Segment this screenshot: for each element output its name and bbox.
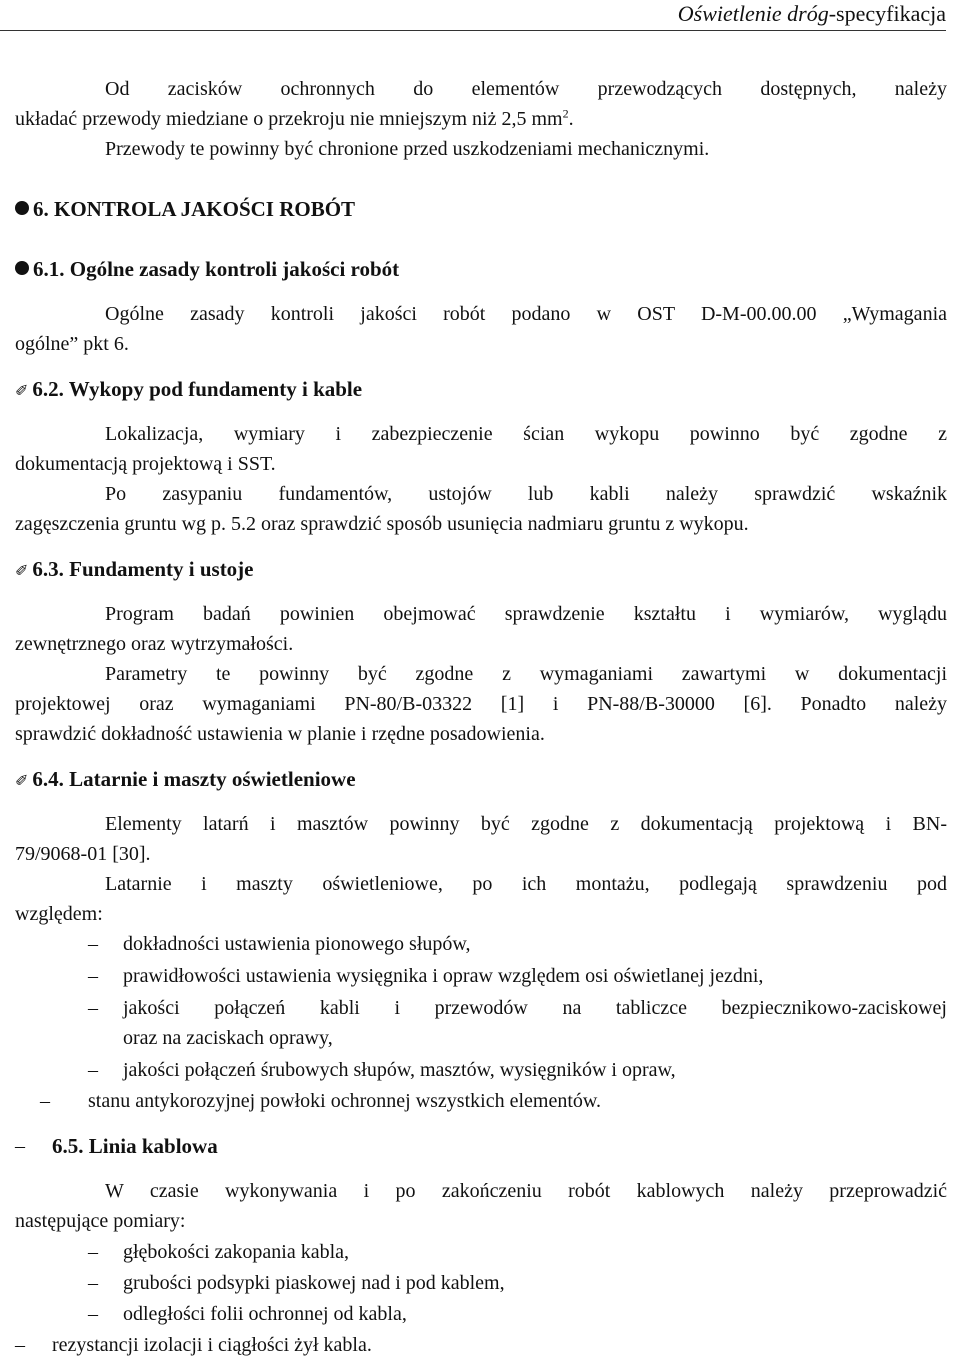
section-6-title: 6. KONTROLA JAKOŚCI ROBÓT — [33, 197, 356, 221]
pencil-icon: ✐ — [15, 771, 29, 790]
s61-line-2: ogólne” pkt 6. — [15, 333, 129, 355]
list-item: głębokości zakopania kabla, — [123, 1241, 350, 1263]
section-6-2-heading — [15, 376, 362, 404]
section-6-4-heading — [15, 766, 356, 794]
s64-line-4: względem: — [15, 903, 103, 925]
section-6-heading — [15, 196, 355, 222]
list-dash: – — [88, 1241, 98, 1263]
list-item: dokładności ustawienia pionowego słupów, — [123, 933, 471, 955]
intro-line-2-text: układać przewody miedziane o przekroju nie mniejszym niż 2,5 mm — [15, 108, 563, 130]
section-6-1-heading — [15, 256, 399, 282]
s65-line-1: W czasie wykonywania i po zakończeniu robót kablowych należy przeprowadzić — [105, 1180, 947, 1202]
header-title-italic: Oświetlenie dróg — [677, 1, 829, 26]
pencil-icon: ✐ — [15, 381, 29, 400]
page-header — [0, 0, 946, 31]
section-6-5-heading: 6.5. Linia kablowa — [52, 1134, 218, 1158]
list-item: odległości folii ochronnej od kabla, — [123, 1303, 407, 1325]
list-dash: – — [40, 1090, 50, 1112]
s63-line-3: Parametry te powinny być zgodne z wymaganiami zawartymi w dokumentacji — [105, 663, 947, 685]
section-6-2-title: 6.2. Wykopy pod fundamenty i kable — [32, 377, 363, 401]
list-dash: – — [88, 965, 98, 987]
list-dash: – — [88, 1272, 98, 1294]
intro-line-2-end: . — [568, 108, 574, 130]
s64-line-1: Elementy latarń i masztów powinny być zgodne z dokumentacją projektową i BN- — [105, 813, 947, 835]
intro-line-2 — [15, 106, 574, 132]
s63-line-5: sprawdzić dokładność ustawienia w planie i rzędne posadowienia. — [15, 723, 545, 745]
section-6-3-heading — [15, 556, 254, 584]
s64-line-3: Latarnie i maszty oświetleniowe, po ich montażu, podlegają sprawdzeniu pod — [105, 873, 947, 895]
list-item: jakości połączeń kabli i przewodów na tabliczce bezpiecznikowo-zaciskowej — [123, 997, 947, 1019]
list-item: rezystancji izolacji i ciągłości żył kabla. — [52, 1334, 372, 1356]
section-6-3-title: 6.3. Fundamenty i ustoje — [32, 557, 254, 581]
list-dash: – — [88, 1059, 98, 1081]
list-item: grubości podsypki piaskowej nad i pod kablem, — [123, 1272, 505, 1294]
s62-line-2: dokumentacją projektową i SST. — [15, 453, 276, 475]
s65-line-2: następujące pomiary: — [15, 1210, 186, 1232]
list-item: prawidłowości ustawienia wysięgnika i opraw względem osi oświetlanej jezdni, — [123, 965, 764, 987]
list-dash: – — [88, 1303, 98, 1325]
list-dash: – — [15, 1334, 25, 1356]
section-6-4-title: 6.4. Latarnie i maszty oświetleniowe — [32, 767, 356, 791]
pencil-icon: ✐ — [15, 561, 29, 580]
list-item: jakości połączeń śrubowych słupów, masztów, wysięgników i opraw, — [123, 1059, 676, 1081]
s64-line-2: 79/9068-01 [30]. — [15, 843, 151, 865]
section-6-1-title: 6.1. Ogólne zasady kontroli jakości robót — [33, 257, 400, 281]
s63-line-2: zewnętrznego oraz wytrzymałości. — [15, 633, 294, 655]
list-item: stanu antykorozyjnej powłoki ochronnej wszystkich elementów. — [88, 1090, 602, 1112]
list-dash: – — [15, 1135, 25, 1157]
list-dash: – — [88, 997, 98, 1019]
list-dash: – — [88, 933, 98, 955]
s63-line-1: Program badań powinien obejmować sprawdzenie kształtu i wymiarów, wyglądu — [105, 603, 947, 625]
s61-line-1: Ogólne zasady kontroli jakości robót podano w OST D-M-00.00.00 „Wymagania — [105, 303, 947, 325]
intro-line-3: Przewody te powinny być chronione przed uszkodzeniami mechanicznymi. — [105, 138, 710, 160]
list-item-continued: oraz na zaciskach oprawy, — [123, 1027, 333, 1049]
s62-line-3: Po zasypaniu fundamentów, ustojów lub kabli należy sprawdzić wskaźnik — [105, 483, 947, 505]
filled-circle-icon — [15, 261, 29, 275]
s62-line-4: zagęszczenia gruntu wg p. 5.2 oraz sprawdzić sposób usunięcia nadmiaru gruntu z wykopu. — [15, 513, 749, 535]
s63-line-4: projektowej oraz wymaganiami PN-80/B-03322 [1] i PN-88/B-30000 [6]. Ponadto należy — [15, 693, 947, 715]
superscript: 2 — [562, 106, 569, 121]
filled-circle-icon — [15, 201, 29, 215]
s62-line-1: Lokalizacja, wymiary i zabezpieczenie ścian wykopu powinno być zgodne z — [105, 423, 947, 445]
intro-line-1: Od zacisków ochronnych do elementów przewodzących dostępnych, należy — [105, 78, 947, 100]
header-title-rest: -specyfikacja — [828, 1, 946, 26]
